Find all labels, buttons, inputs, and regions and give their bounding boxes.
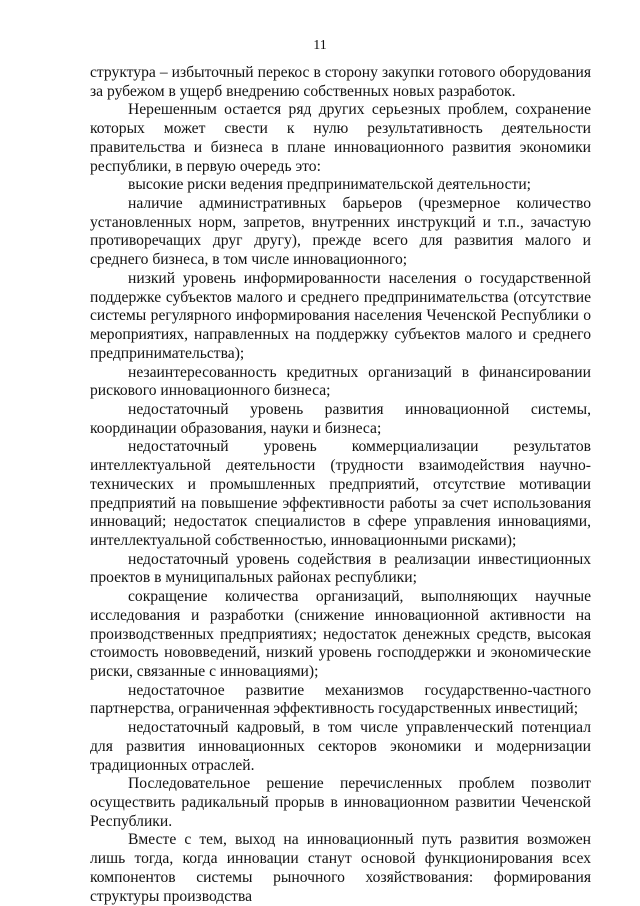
paragraph: недостаточный кадровый, в том числе управленческий потенциал для развития инновационных секторов экономики и модернизации традиционных отраслей.	[90, 719, 591, 774]
body-text	[90, 64, 591, 906]
page-number: 11	[313, 38, 327, 53]
paragraph: незаинтересованность кредитных организаций в финансировании рискового инновационного бизнеса;	[90, 363, 591, 400]
paragraph: структура – избыточный перекос в сторону закупки готового оборудования за рубежом в ущерб внедрению собственных новых разработок.	[90, 64, 591, 100]
paragraph: сокращение количества организаций, выполняющих научные исследования и разработки (снижение инновационной активности на производственных предприятиях; недостаток денежных средств, высокая стоимость нововведений, низкий уровень господдержки и экономические риски, связанные с инновациями);	[90, 588, 591, 680]
paragraph: недостаточное развитие механизмов государственно-частного партнерства, ограниченная эффективность государственных инвестиций;	[90, 681, 591, 718]
paragraph: недостаточный уровень коммерциализации результатов интеллектуальной деятельности (трудности взаимодействия научно-технических и промышленных предприятий, отсутствие мотивации предприятий на повышение эффективности работы за счет использования инноваций; недостаток специалистов в сфере управления инновациями, интеллектуальной собственностью, инновационными рисками);	[90, 438, 591, 549]
paragraph: низкий уровень информированности населения о государственной поддержке субъектов малого и среднего предпринимательства (отсутствие системы регулярного информирования населения Чеченской Республики о мероприятиях, направленных на поддержку субъектов малого и среднего предпринимательства);	[90, 269, 591, 362]
paragraph: недостаточный уровень содействия в реализации инвестиционных проектов в муниципальных районах республики;	[90, 550, 591, 587]
paragraph: высокие риски ведения предпринимательской деятельности;	[128, 176, 532, 194]
paragraph: Последовательное решение перечисленных проблем позволит осуществить радикальный прорыв в инновационном развитии Чеченской Республики.	[90, 775, 591, 830]
paragraph: Нерешенным остается ряд других серьезных проблем, сохранение которых может свести к нулю результативность деятельности правительства и бизнеса в плане инновационного развития экономики республики, в первую очередь это:	[90, 101, 591, 175]
paragraph: наличие административных барьеров (чрезмерное количество установленных норм, запретов, внутренних инструкций и т.п., зачастую противоречащих друг другу), прежде всего для развития малого и среднего бизнеса, в том числе инновационного;	[90, 195, 591, 269]
paragraph: Вместе с тем, выход на инновационный путь развития возможен лишь тогда, когда инновации станут основой функционирования всех компонентов системы рыночного хозяйствования: формирования структуры производства	[90, 831, 591, 905]
paragraph: недостаточный уровень развития инновационной системы, координации образования, науки и бизнеса;	[90, 400, 591, 437]
